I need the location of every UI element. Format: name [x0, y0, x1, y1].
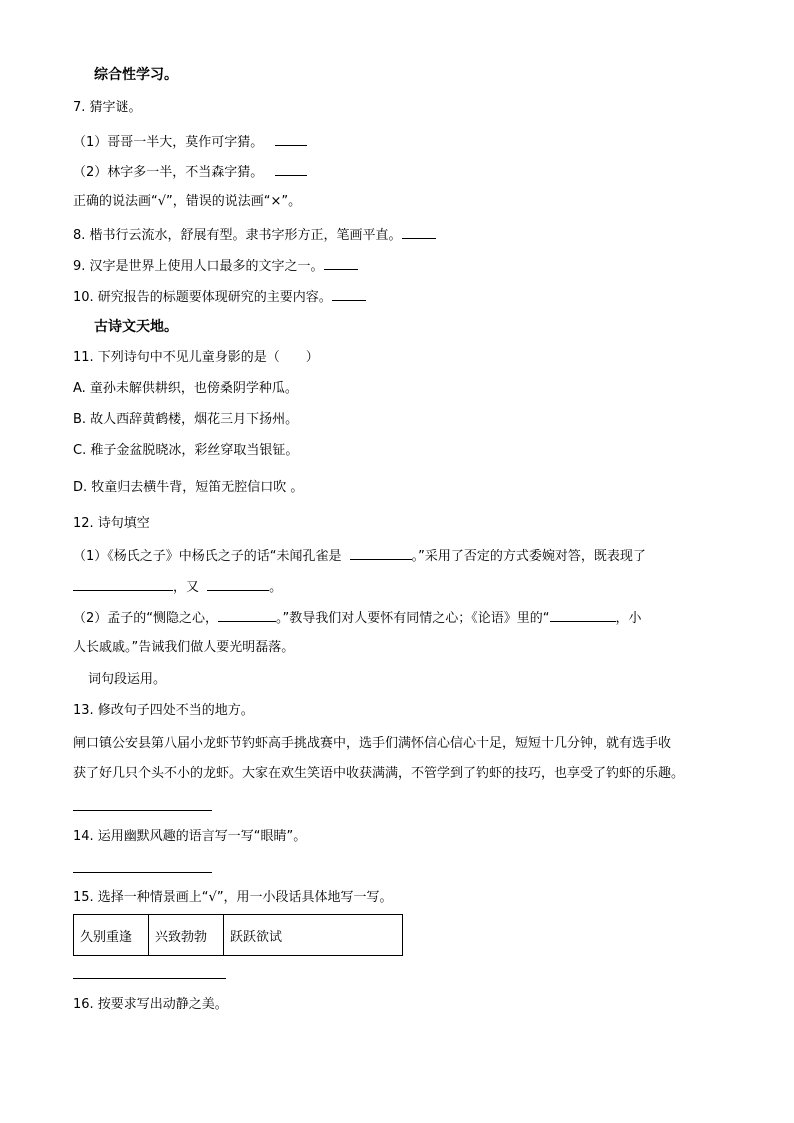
answer-blank-10[interactable] — [332, 288, 366, 301]
question-8: 8. 楷书行云流水，舒展有型。隶书字形方正，笔画平直。 — [73, 226, 436, 244]
question-13-passage-line-1: 闸口镇公安县第八届小龙虾节钓虾高手挑战赛中，选手们满怀信心信心十足，短短十几分钟，就有选手收 — [73, 736, 672, 751]
answer-line-14[interactable] — [73, 872, 212, 873]
question-12-line-1: （1）《杨氏之子》中杨氏之子的话“未闻孔雀是 。”采用了否定的方式委婉对答，既表现了 — [73, 549, 646, 564]
answer-blank-12-1[interactable] — [350, 547, 412, 560]
section-heading-ancient-poetry: 古诗文天地。 — [94, 319, 178, 335]
question-11-title: 11. 下列诗句中不见儿童身影的是（ ） — [73, 350, 319, 365]
question-13-passage-line-2: 获了好几只个头不小的龙虾。大家在欢生笑语中收获满满，不管学到了钓虾的技巧，也享受了钓虾的乐趣。 — [73, 766, 685, 781]
section-heading-sentence-usage: 词句段运用。 — [88, 672, 167, 687]
answer-blank-9[interactable] — [324, 257, 358, 270]
answer-blank-7-1[interactable] — [275, 133, 307, 146]
true-false-instruction: 正确的说法画“√”，错误的说法画“×”。 — [73, 194, 302, 209]
choice-cell-enthusiastic[interactable]: 兴致勃勃 — [149, 915, 224, 956]
question-15-title: 15. 选择一种情景画上“√”，用一小段话具体地写一写。 — [73, 890, 393, 905]
option-c[interactable]: C. 稚子金盆脱晓冰，彩丝穿取当银钲。 — [73, 443, 299, 458]
answer-blank-12-4[interactable] — [218, 609, 276, 622]
answer-blank-7-2[interactable] — [275, 163, 307, 176]
answer-blank-12-5[interactable] — [550, 609, 616, 622]
question-12-title: 12. 诗句填空 — [73, 516, 150, 531]
scenario-choice-table — [73, 914, 403, 956]
question-10: 10. 研究报告的标题要体现研究的主要内容。 — [73, 288, 366, 306]
question-7-title: 7. 猜字谜。 — [73, 100, 142, 115]
answer-blank-8[interactable] — [402, 226, 436, 239]
answer-blank-12-2[interactable] — [73, 578, 173, 591]
option-b[interactable]: B. 故人西辞黄鹤楼，烟花三月下扬州。 — [73, 412, 299, 427]
question-9: 9. 汉字是世界上使用人口最多的文字之一。 — [73, 257, 358, 275]
question-7-item-2: （2）林字多一半，不当森字猜。 — [73, 163, 307, 181]
question-16: 16. 按要求写出动静之美。 — [73, 997, 228, 1012]
answer-line-15[interactable] — [73, 978, 226, 979]
answer-line-13[interactable] — [73, 810, 212, 811]
choice-cell-reunion[interactable]: 久别重逢 — [74, 915, 149, 956]
question-7-item-1: （1）哥哥一半大，莫作可字猜。 — [73, 133, 307, 151]
answer-blank-12-3[interactable] — [207, 578, 269, 591]
question-14: 14. 运用幽默风趣的语言写一写“眼睛”。 — [73, 829, 307, 844]
section-heading-comprehensive: 综合性学习。 — [94, 67, 178, 83]
question-12-line-4: 人长戚戚。”告诫我们做人要光明磊落。 — [73, 640, 295, 655]
choice-cell-eager[interactable]: 跃跃欲试 — [224, 915, 403, 956]
question-13-title: 13. 修改句子四处不当的地方。 — [73, 703, 254, 718]
question-12-line-2: ，又 。 — [73, 578, 282, 596]
question-12-line-3: （2）孟子的“恻隐之心， 。”教导我们对人要怀有同情之心；《论语》里的“ ，小 — [73, 611, 642, 626]
option-a[interactable]: A. 童孙未解供耕织，也傍桑阴学种瓜。 — [73, 381, 298, 396]
option-d[interactable]: D. 牧童归去横牛背，短笛无腔信口吹 。 — [73, 480, 304, 495]
